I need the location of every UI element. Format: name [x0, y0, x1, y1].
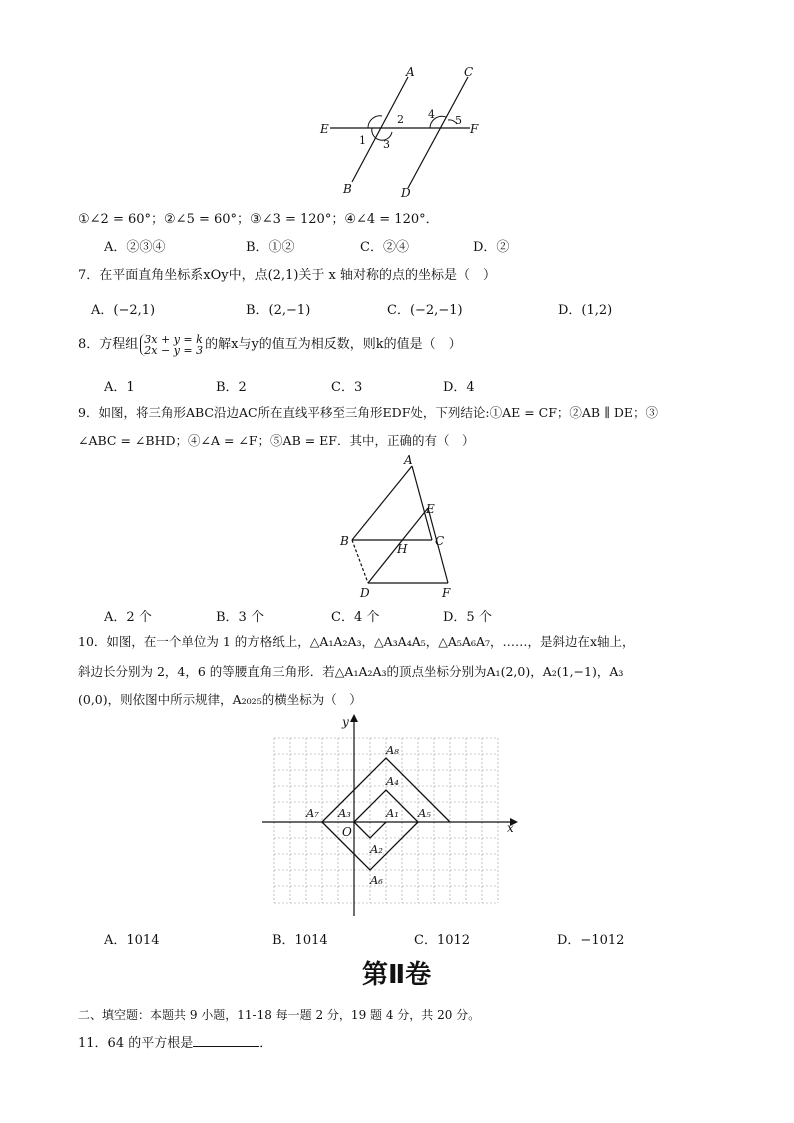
label-F: F: [442, 586, 451, 600]
q9-option-c: C．4 个: [331, 610, 380, 625]
q11-prefix: 11．64 的平方根是: [78, 1036, 194, 1051]
q9-line-2: ∠ABC = ∠BHD；④∠A = ∠F；⑤AB = EF．其中，正确的有（ ）: [78, 433, 475, 448]
label-F: F: [470, 122, 479, 136]
angle-label-2: 2: [397, 113, 404, 126]
label-E: E: [426, 502, 435, 516]
q10-option-a: A．1014: [104, 933, 160, 948]
label-E: E: [320, 122, 329, 136]
label-H: H: [397, 542, 408, 556]
q11-question: [78, 1032, 272, 1051]
figure-parallel-lines: [310, 60, 510, 205]
label-x: x: [507, 821, 514, 835]
label-A: A: [404, 453, 413, 467]
equation-2: 2x − y = 3: [144, 343, 204, 357]
q7-text: 7．在平面直角坐标系xOy中，点(2,1)关于 x 轴对称的点的坐标是（ ）: [78, 268, 497, 283]
label-A3: A₃: [338, 806, 351, 820]
q9-option-b: B．3 个: [216, 610, 264, 625]
label-A6: A₆: [370, 873, 383, 887]
label-A2: A₂: [370, 842, 383, 856]
part2-heading: 二、填空题：本题共 9 小题，11-18 每一题 2 分，19 题 4 分，共 20 分。: [78, 1008, 481, 1022]
q8-option-a: A．1: [104, 380, 135, 395]
angle-label-3: 3: [383, 138, 390, 151]
label-O: O: [342, 825, 352, 839]
q6-conditions: ①∠2 = 60°；②∠5 = 60°；③∠3 = 120°；④∠4 = 120°．: [78, 212, 439, 227]
label-A8: A₈: [386, 743, 399, 757]
q9-option-a: A．2 个: [104, 610, 152, 625]
q10-line-3: (0,0)，则依图中所示规律，A₂₀₂₅的横坐标为（ ）: [78, 692, 362, 707]
q9-option-d: D．5 个: [443, 610, 492, 625]
q6-option-c: C．②④: [360, 240, 409, 255]
q10-option-c: C．1012: [414, 933, 471, 948]
q10-option-d: D．−1012: [557, 933, 625, 948]
angle-label-4: 4: [428, 108, 435, 121]
q6-option-b: B．①②: [246, 240, 295, 255]
q10-line-1: 10．如图，在一个单位为 1 的方格纸上，△A₁A₂A₃，△A₃A₄A₅，△A₅A₆A₇，……，是斜边在x轴上，: [78, 634, 635, 649]
q8-prefix: 8．方程组: [78, 337, 139, 352]
q6-option-d: D．②: [473, 240, 510, 255]
q8-option-d: D．4: [443, 380, 475, 395]
q7-option-a: A．(−2,1): [91, 303, 156, 318]
angle-label-5: 5: [455, 114, 462, 127]
q11-suffix: ．: [259, 1036, 273, 1051]
label-A1: A₁: [386, 806, 399, 820]
label-A: A: [406, 65, 415, 79]
q8-question: [78, 333, 462, 356]
label-B: B: [340, 534, 349, 548]
figure-grid-triangles: [260, 712, 520, 922]
label-A5: A₅: [418, 806, 431, 820]
label-C: C: [464, 65, 474, 79]
label-D: D: [360, 586, 370, 600]
q8-suffix: 的解x与y的值互为相反数，则k的值是（ ）: [205, 337, 462, 352]
label-D: D: [401, 186, 411, 200]
q8-option-c: C．3: [331, 380, 363, 395]
label-B: B: [343, 182, 352, 196]
q7-option-b: B．(2,−1): [246, 303, 311, 318]
q10-line-2: 斜边长分别为 2，4，6 的等腰直角三角形．若△A₁A₂A₃的顶点坐标分别为A₁(2,0)，A₂(1,−1)，A₃: [78, 664, 624, 679]
q7-option-d: D．(1,2): [558, 303, 613, 318]
q8-option-b: B．2: [216, 380, 247, 395]
answer-blank[interactable]: [193, 1034, 259, 1047]
label-A4: A₄: [386, 774, 399, 788]
section-title: 第Ⅱ卷: [362, 960, 432, 990]
q7-option-c: C．(−2,−1): [387, 303, 463, 318]
label-y: y: [342, 715, 349, 729]
figure-translated-triangle: [330, 450, 470, 605]
q10-option-b: B．1014: [272, 933, 328, 948]
label-A7: A₇: [306, 806, 319, 820]
equation-system: [140, 334, 203, 356]
label-C: C: [435, 534, 445, 548]
q6-option-a: A．②③④: [104, 240, 166, 255]
angle-label-1: 1: [359, 134, 366, 147]
grid: [274, 738, 498, 903]
q9-line-1: 9．如图，将三角形ABC沿边AC所在直线平移至三角形EDF处，下列结论:①AE = CF；②AB ∥ DE；③: [78, 405, 658, 420]
equation-1: 3x + y = k: [144, 332, 203, 346]
